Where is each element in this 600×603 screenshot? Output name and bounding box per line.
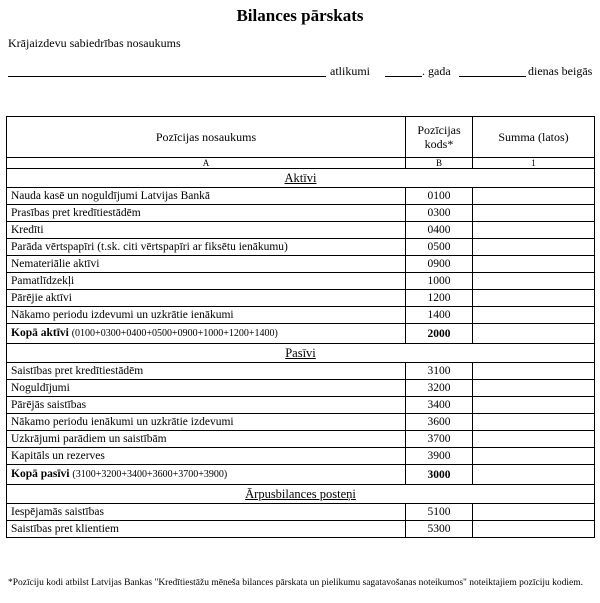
total-formula: (3100+3200+3400+3600+3700+3900): [72, 469, 228, 480]
row-name: Saistības pret kredītiestādēm: [7, 363, 406, 380]
footnote: *Pozīciju kodi atbilst Latvijas Bankas "Kredītiestāžu mēneša bilances pārskata un pielikumu sagatavošanas noteikumos" noteiktajiem pozīciju kodiem.: [8, 578, 583, 588]
row-name: Nākamo periodu izdevumi un uzkrātie ienākumi: [7, 307, 406, 324]
sum-cell[interactable]: [473, 431, 595, 448]
total-name: [7, 465, 406, 485]
table-row: [7, 188, 595, 205]
total-label: Kopā aktīvi: [11, 327, 69, 339]
sum-cell[interactable]: [473, 363, 595, 380]
total-code: 2000: [406, 324, 473, 344]
row-name: Saistības pret klientiem: [7, 521, 406, 538]
row-code: 5100: [406, 504, 473, 521]
sum-cell[interactable]: [473, 465, 595, 485]
total-row-liabilities: [7, 465, 595, 485]
row-code: 3200: [406, 380, 473, 397]
header-name-letter: A: [7, 158, 406, 169]
year-blank[interactable]: [385, 64, 422, 77]
society-name-label: Krājaizdevu sabiedrības nosaukums: [8, 36, 181, 50]
table-row: [7, 397, 595, 414]
table-row: [7, 256, 595, 273]
row-name: Pamatlīdzekļi: [7, 273, 406, 290]
row-name: Noguldījumi: [7, 380, 406, 397]
table-row: [7, 290, 595, 307]
section-liabilities: [7, 344, 595, 363]
sum-cell[interactable]: [473, 273, 595, 290]
row-code: 5300: [406, 521, 473, 538]
row-name: Kapitāls un rezerves: [7, 448, 406, 465]
sum-cell[interactable]: [473, 380, 595, 397]
report-title: Bilances pārskats: [236, 6, 364, 25]
row-name: Nauda kasē un noguldījumi Latvijas Bankā: [7, 188, 406, 205]
table-row: [7, 521, 595, 538]
sum-cell[interactable]: [473, 448, 595, 465]
total-label: Kopā pasīvi: [11, 468, 70, 480]
balances-label: atlikumi: [330, 64, 370, 78]
table-row: [7, 431, 595, 448]
row-code: 0500: [406, 239, 473, 256]
sum-cell[interactable]: [473, 256, 595, 273]
row-name: Prasības pret kredītiestādēm: [7, 205, 406, 222]
sum-cell[interactable]: [473, 239, 595, 256]
table-row: [7, 239, 595, 256]
header-code: Pozīcijas kods*: [406, 117, 473, 158]
row-code: 0400: [406, 222, 473, 239]
row-code: 1200: [406, 290, 473, 307]
section-heading: Pasīvi: [285, 346, 316, 360]
sum-cell[interactable]: [473, 324, 595, 344]
row-name: Uzkrājumi parādiem un saistībām: [7, 431, 406, 448]
header-code-letter: B: [406, 158, 473, 169]
row-code: 3900: [406, 448, 473, 465]
table-row: [7, 448, 595, 465]
table-row: [7, 307, 595, 324]
row-name: Nākamo periodu ienākumi un uzkrātie izdevumi: [7, 414, 406, 431]
row-code: 3100: [406, 363, 473, 380]
sum-cell[interactable]: [473, 414, 595, 431]
date-blank[interactable]: [459, 64, 526, 77]
section-offbalance: [7, 485, 595, 504]
row-name: Iespējamās saistības: [7, 504, 406, 521]
header-sum-letter: 1: [473, 158, 595, 169]
row-name: Kredīti: [7, 222, 406, 239]
sum-cell[interactable]: [473, 307, 595, 324]
sum-cell[interactable]: [473, 521, 595, 538]
society-name-blank[interactable]: [8, 64, 326, 77]
row-code: 0900: [406, 256, 473, 273]
section-heading: Aktīvi: [284, 171, 317, 185]
sum-cell[interactable]: [473, 222, 595, 239]
row-code: 3600: [406, 414, 473, 431]
sum-cell[interactable]: [473, 205, 595, 222]
sum-cell[interactable]: [473, 188, 595, 205]
row-name: Nemateriālie aktīvi: [7, 256, 406, 273]
table-row: [7, 363, 595, 380]
total-row-assets: [7, 324, 595, 344]
row-name: Parāda vērtspapīri (t.sk. citi vērtspapīri ar fiksētu ienākumu): [7, 239, 406, 256]
total-name: [7, 324, 406, 344]
table-row: [7, 273, 595, 290]
row-code: 3400: [406, 397, 473, 414]
header-sum: Summa (latos): [473, 117, 595, 158]
table-row: [7, 205, 595, 222]
row-name: Pārējās saistības: [7, 397, 406, 414]
total-code: 3000: [406, 465, 473, 485]
table-row: [7, 414, 595, 431]
section-assets: [7, 169, 595, 188]
row-name: Pārējie aktīvi: [7, 290, 406, 307]
row-code: 0300: [406, 205, 473, 222]
date-line: [8, 64, 593, 80]
sum-cell[interactable]: [473, 504, 595, 521]
row-code: 1400: [406, 307, 473, 324]
row-code: 1000: [406, 273, 473, 290]
year-label: . gada: [422, 64, 451, 78]
total-formula: (0100+0300+0400+0500+0900+1000+1200+1400): [71, 328, 278, 339]
table-row: [7, 504, 595, 521]
balance-table: [6, 116, 595, 538]
table-row: [7, 222, 595, 239]
header-name: Pozīcijas nosaukums: [7, 117, 406, 158]
sum-cell[interactable]: [473, 290, 595, 307]
table-row: [7, 380, 595, 397]
row-code: 3700: [406, 431, 473, 448]
sum-cell[interactable]: [473, 397, 595, 414]
section-heading: Ārpusbilances posteņi: [245, 487, 356, 501]
row-code: 0100: [406, 188, 473, 205]
day-end-label: dienas beigās: [528, 64, 593, 78]
